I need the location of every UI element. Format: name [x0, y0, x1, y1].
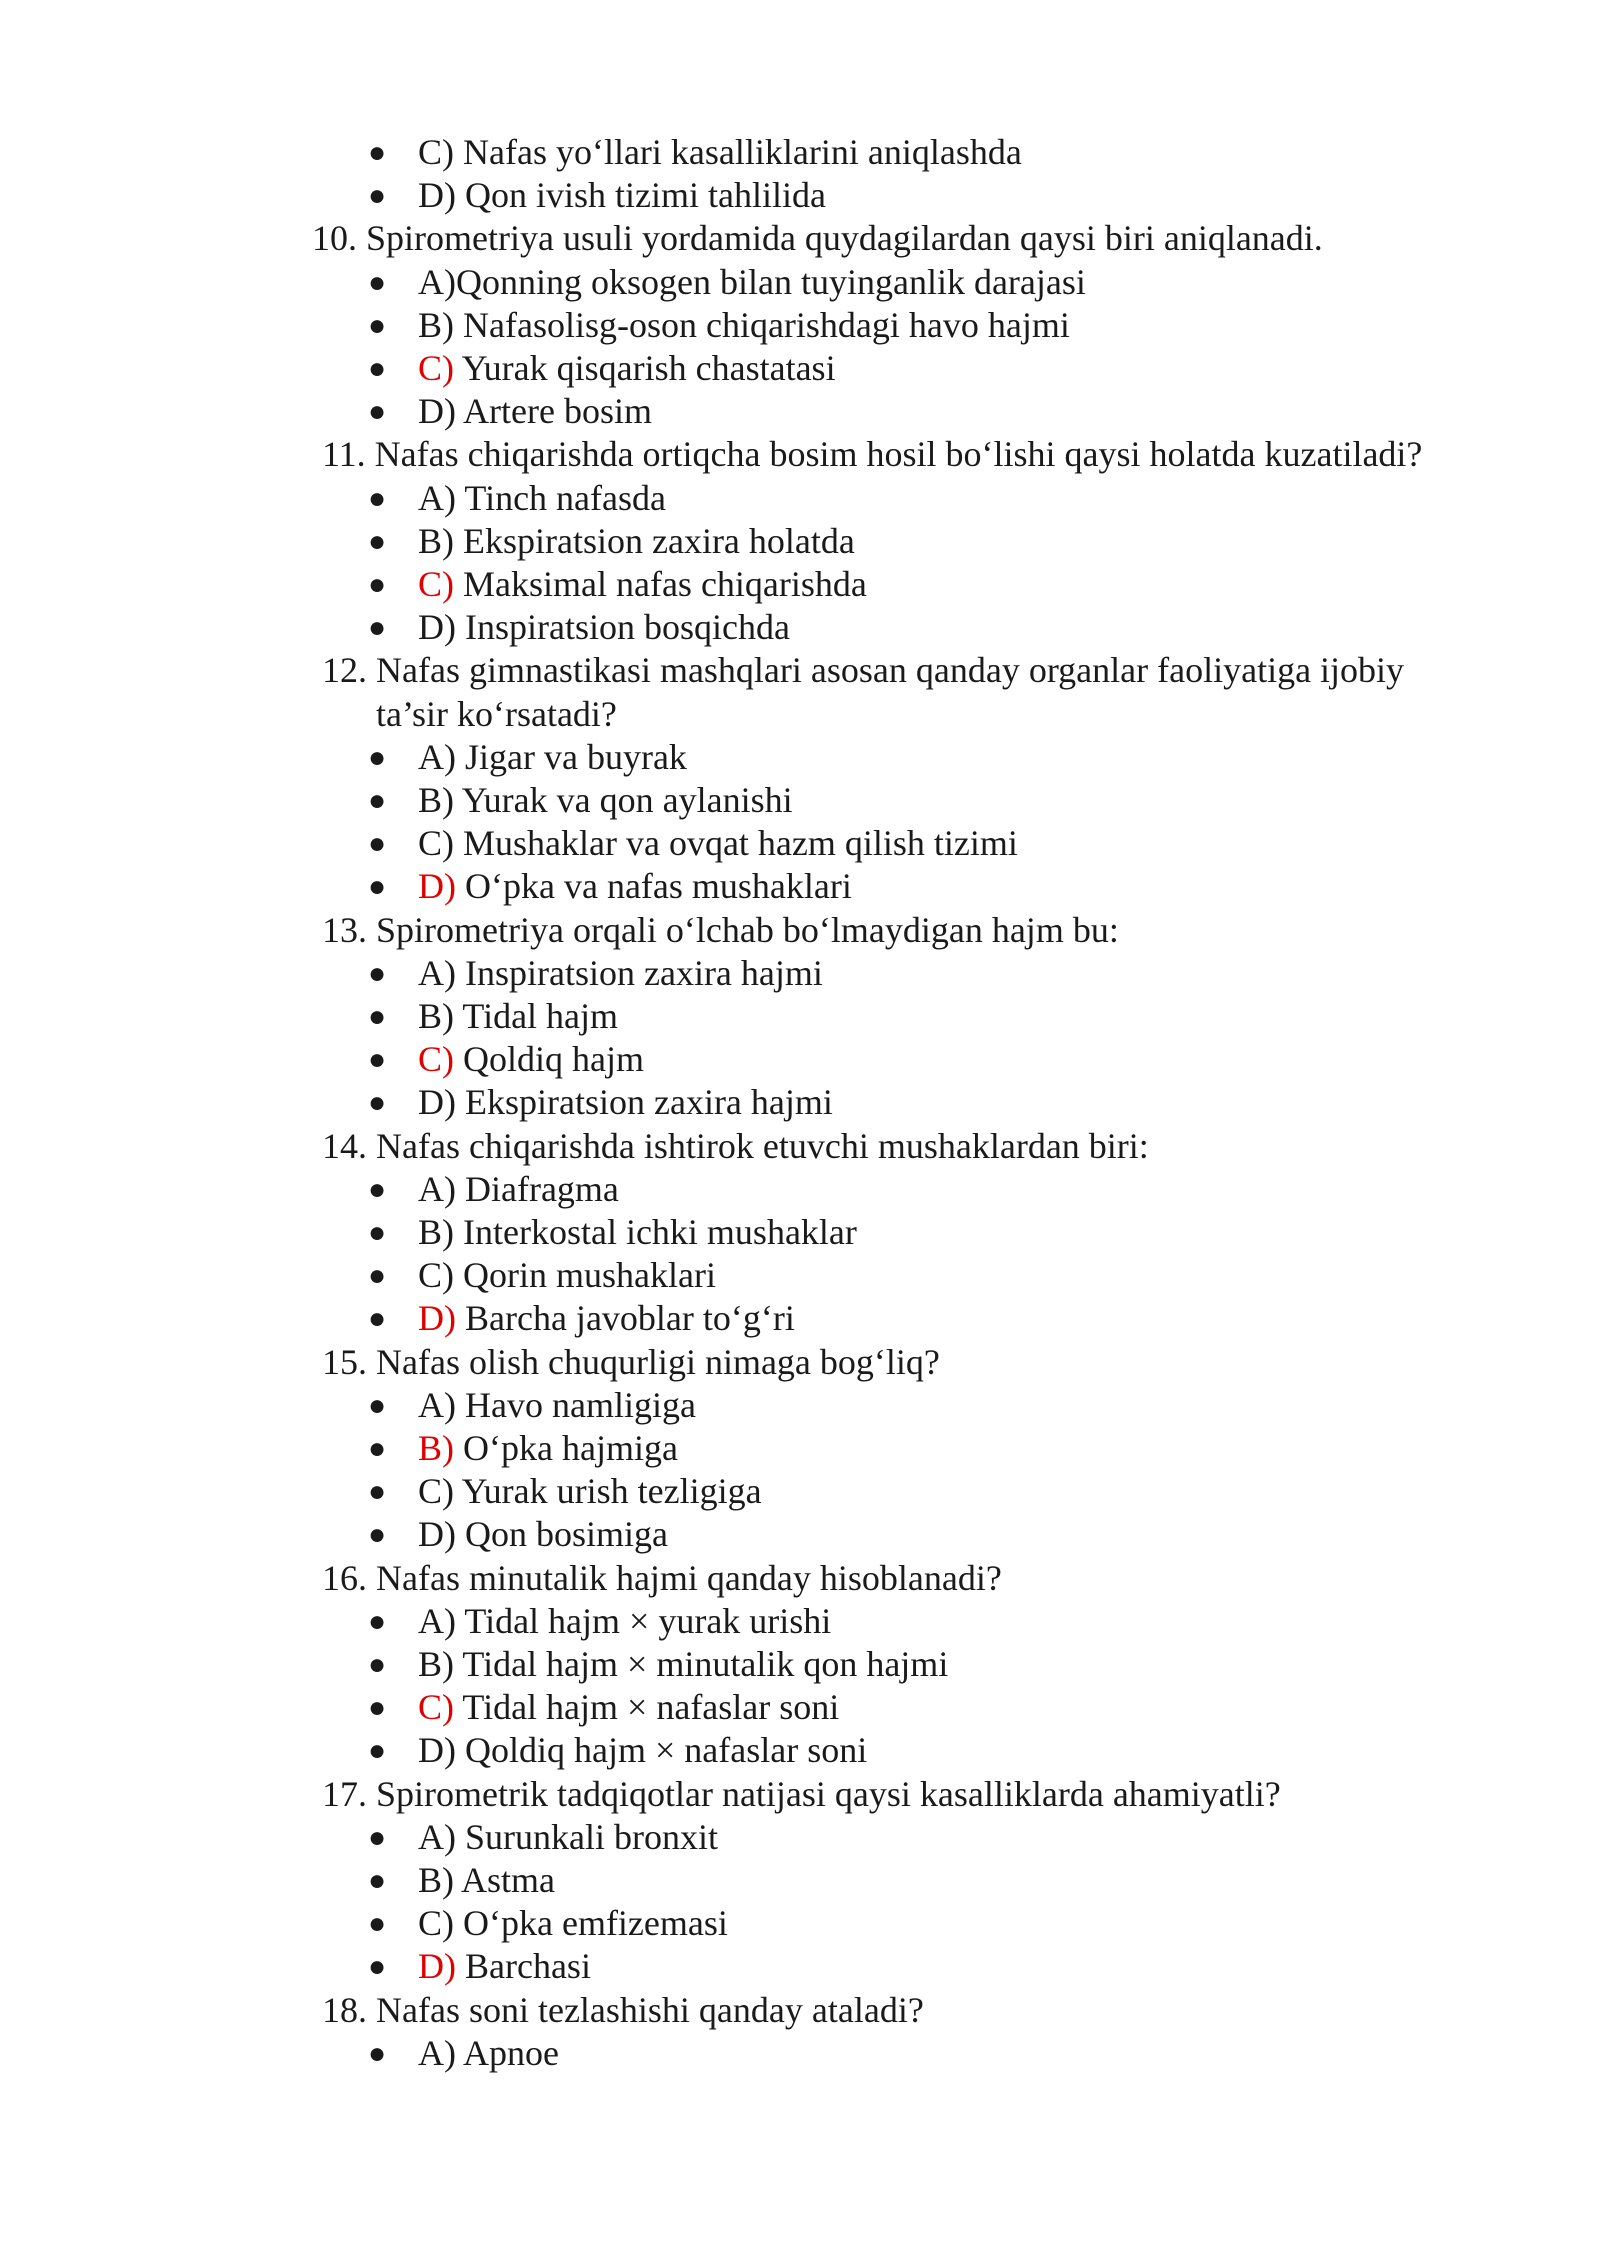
option-text: Inspiratsion zaxira hajmi: [456, 952, 823, 993]
option-letter: A): [418, 261, 456, 302]
option-letter: B): [418, 996, 454, 1036]
bullet-icon: ●: [368, 179, 387, 213]
bullet-icon: ●: [368, 1691, 387, 1725]
correct-answer-letter: C): [418, 564, 454, 604]
correct-answer-letter: D): [418, 1298, 456, 1339]
option-letter: A): [418, 2032, 456, 2073]
option-text: Qonning oksogen bilan tuyinganlik darajasi: [456, 261, 1086, 302]
bullet-icon: ●: [368, 308, 387, 342]
answer-option: [368, 1859, 555, 1902]
bullet-icon: ●: [368, 1950, 387, 1984]
option-text: Tidal hajm × minutalik qon hajmi: [454, 1644, 949, 1684]
answer-option: [368, 779, 793, 822]
answer-option: [368, 1168, 619, 1211]
question-text: 10. Spirometriya usuli yordamida quydagilardan qaysi biri aniqlanadi.: [312, 218, 1323, 259]
option-letter: C): [418, 1471, 454, 1512]
option-text: Mushaklar va ovqat hazm qilish tizimi: [454, 823, 1018, 864]
question-text: 11. Nafas chiqarishda ortiqcha bosim hosil bo‘lishi qaysi holatda kuzatiladi?: [322, 434, 1423, 475]
bullet-icon: ●: [368, 524, 387, 558]
answer-option: [368, 1945, 591, 1988]
answer-option: [368, 952, 823, 995]
option-text: O‘pka va nafas mushaklari: [456, 866, 852, 907]
answer-option: [368, 1384, 696, 1427]
option-text: Yurak qisqarish chastatasi: [454, 348, 836, 388]
question-text-continuation: ta’sir ko‘rsatadi?: [376, 693, 617, 734]
option-letter: D): [418, 607, 456, 648]
answer-option: [368, 1211, 857, 1254]
option-letter: D): [418, 391, 456, 432]
bullet-icon: ●: [368, 1259, 387, 1293]
bullet-icon: ●: [368, 265, 387, 299]
bullet-icon: ●: [368, 827, 387, 861]
bullet-icon: ●: [368, 136, 387, 169]
option-letter: B): [418, 1212, 454, 1252]
bullet-icon: ●: [368, 2036, 387, 2070]
answer-option: [368, 1686, 839, 1729]
question-text: 16. Nafas minutalik hajmi qanday hisoblanadi?: [322, 1557, 1002, 1598]
option-letter: A): [418, 1384, 456, 1425]
option-text: Tinch nafasda: [456, 477, 666, 518]
bullet-icon: ●: [368, 1475, 387, 1509]
answer-option: [368, 174, 826, 217]
answer-option: [368, 1254, 716, 1297]
bullet-icon: ●: [368, 1648, 387, 1681]
answer-option: [368, 1729, 867, 1772]
answer-option: [368, 520, 855, 563]
option-text: Yurak urish tezligiga: [454, 1471, 762, 1512]
question-text: 13. Spirometriya orqali o‘lchab bo‘lmaydigan hajm bu:: [322, 909, 1119, 950]
answer-option: [368, 304, 1070, 347]
answer-option: [368, 865, 852, 908]
option-letter: A): [418, 1600, 456, 1641]
answer-option: [368, 347, 836, 390]
option-letter: A): [418, 1816, 456, 1857]
bullet-icon: ●: [368, 1604, 387, 1638]
option-text: Qon bosimiga: [456, 1514, 668, 1555]
bullet-icon: ●: [368, 740, 387, 774]
option-text: Ekspiratsion zaxira hajmi: [456, 1082, 833, 1123]
option-text: Qon ivish tizimi tahlilida: [456, 175, 826, 216]
option-letter: B): [418, 520, 454, 561]
option-text: Havo namligiga: [456, 1384, 696, 1425]
option-letter: B): [418, 1860, 454, 1900]
answer-option: [368, 2032, 559, 2075]
answer-option: [368, 1081, 833, 1124]
answer-option: [368, 1297, 795, 1340]
bullet-icon: ●: [368, 1864, 387, 1897]
answer-option: [368, 477, 666, 520]
answer-option: [368, 1902, 728, 1945]
answer-option: [368, 1038, 644, 1081]
question-text: 18. Nafas soni tezlashishi qanday ataladi?: [322, 1989, 924, 2030]
answer-option: [368, 1513, 668, 1556]
option-text: Jigar va buyrak: [456, 736, 687, 777]
option-text: Nafas yo‘llari kasalliklarini aniqlashda: [454, 132, 1022, 172]
bullet-icon: ●: [368, 481, 387, 515]
answer-option: [368, 1816, 718, 1859]
question-text: 14. Nafas chiqarishda ishtirok etuvchi mushaklardan biri:: [322, 1125, 1149, 1166]
option-text: Maksimal nafas chiqarishda: [454, 564, 867, 604]
bullet-icon: ●: [368, 1000, 387, 1033]
option-letter: A): [418, 477, 456, 518]
answer-option: [368, 261, 1086, 304]
bullet-icon: ●: [368, 1432, 387, 1465]
bullet-icon: ●: [368, 1043, 387, 1077]
bullet-icon: ●: [368, 1302, 387, 1336]
bullet-icon: ●: [368, 1518, 387, 1552]
option-text: Nafasolisg-oson chiqarishdagi havo hajmi: [454, 304, 1070, 345]
option-text: Interkostal ichki mushaklar: [454, 1212, 857, 1252]
bullet-icon: ●: [368, 1086, 387, 1120]
question-text: 15. Nafas olish chuqurligi nimaga bog‘liq?: [322, 1341, 940, 1382]
bullet-icon: ●: [368, 870, 387, 904]
option-letter: C): [418, 823, 454, 864]
bullet-icon: ●: [368, 352, 387, 385]
bullet-icon: ●: [368, 1172, 387, 1206]
answer-option: [368, 131, 1022, 174]
bullet-icon: ●: [368, 784, 387, 817]
option-letter: A): [418, 952, 456, 993]
correct-answer-letter: C): [418, 1039, 454, 1080]
option-text: Astma: [454, 1860, 556, 1900]
bullet-icon: ●: [368, 568, 387, 601]
correct-answer-letter: D): [418, 866, 456, 907]
option-text: Barcha javoblar to‘g‘ri: [456, 1298, 795, 1339]
option-letter: A): [418, 1168, 456, 1209]
option-text: Yurak va qon aylanishi: [454, 780, 793, 820]
option-text: Qoldiq hajm: [454, 1039, 644, 1080]
option-letter: C): [418, 132, 454, 172]
option-text: Qoldiq hajm × nafaslar soni: [456, 1730, 868, 1771]
correct-answer-letter: C): [418, 1687, 454, 1728]
option-letter: B): [418, 304, 454, 345]
bullet-icon: ●: [368, 1216, 387, 1249]
option-text: Qorin mushaklari: [454, 1255, 716, 1296]
option-text: Diafragma: [456, 1168, 619, 1209]
answer-option: [368, 736, 687, 779]
option-text: Artere bosim: [456, 391, 652, 432]
bullet-icon: ●: [368, 956, 387, 990]
option-letter: D): [418, 1082, 456, 1123]
option-letter: C): [418, 1255, 454, 1296]
option-text: O‘pka hajmiga: [454, 1428, 678, 1468]
option-letter: B): [418, 1644, 454, 1684]
question-text: 17. Spirometrik tadqiqotlar natijasi qaysi kasalliklarda ahamiyatli?: [322, 1773, 1281, 1814]
option-letter: D): [418, 175, 456, 216]
option-letter: D): [418, 1514, 456, 1555]
question-text: 12. Nafas gimnastikasi mashqlari asosan qanday organlar faoliyatiga ijobiy: [322, 650, 1405, 691]
answer-option: [368, 563, 867, 606]
option-text: Tidal hajm × yurak urishi: [456, 1600, 832, 1641]
option-text: Tidal hajm: [454, 996, 619, 1036]
bullet-icon: ●: [368, 1820, 387, 1854]
correct-answer-letter: B): [418, 1428, 454, 1468]
answer-option: [368, 995, 618, 1038]
option-letter: D): [418, 1730, 456, 1771]
correct-answer-letter: D): [418, 1946, 456, 1987]
bullet-icon: ●: [368, 1734, 387, 1768]
option-text: Apnoe: [456, 2032, 559, 2073]
option-letter: B): [418, 780, 454, 820]
answer-option: [368, 1600, 831, 1643]
answer-option: [368, 1427, 678, 1470]
option-text: Ekspiratsion zaxira holatda: [454, 520, 855, 561]
bullet-icon: ●: [368, 395, 387, 429]
bullet-icon: ●: [368, 1907, 387, 1941]
option-text: Tidal hajm × nafaslar soni: [454, 1687, 840, 1728]
option-letter: A): [418, 736, 456, 777]
answer-option: [368, 822, 1018, 865]
option-text: Barchasi: [456, 1946, 591, 1987]
option-text: Surunkali bronxit: [456, 1816, 718, 1857]
option-text: Inspiratsion bosqichda: [456, 607, 790, 648]
answer-option: [368, 1470, 762, 1513]
answer-option: [368, 390, 652, 433]
option-text: O‘pka emfizemasi: [454, 1903, 728, 1944]
correct-answer-letter: C): [418, 348, 454, 388]
option-letter: C): [418, 1903, 454, 1944]
answer-option: [368, 606, 790, 649]
bullet-icon: ●: [368, 611, 387, 645]
answer-option: [368, 1643, 948, 1686]
bullet-icon: ●: [368, 1388, 387, 1422]
